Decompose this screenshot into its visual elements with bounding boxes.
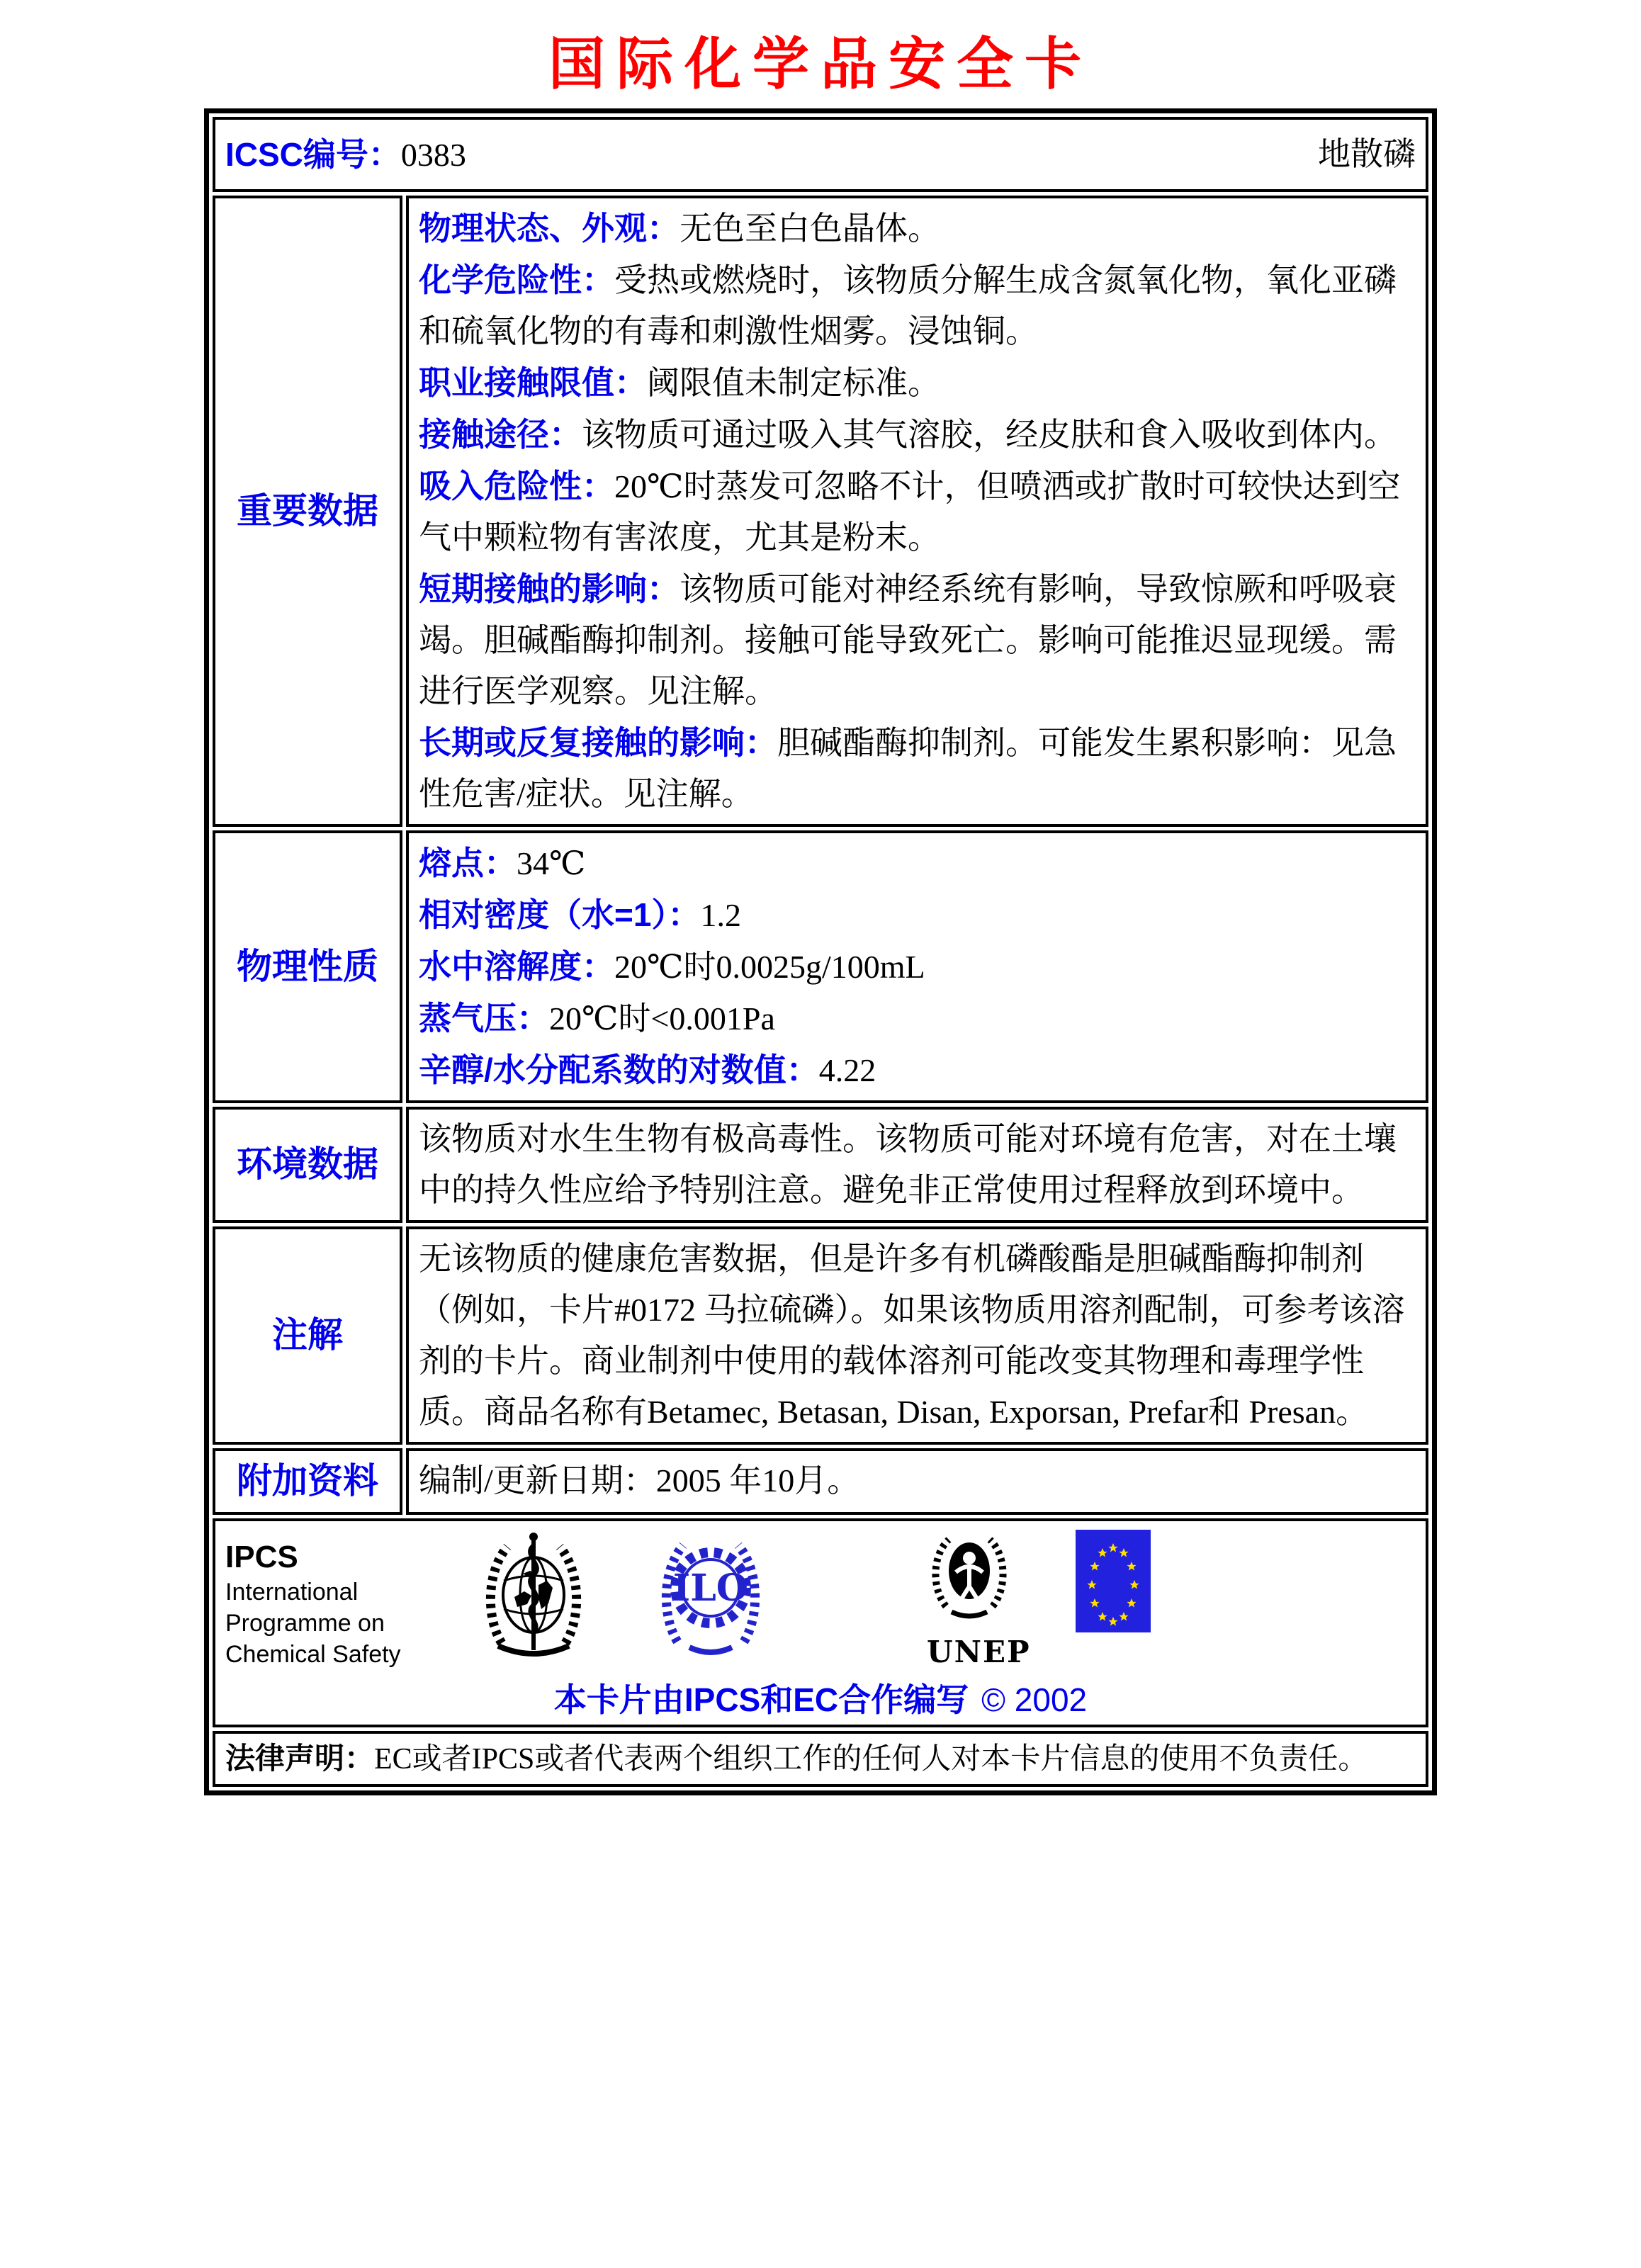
update-date-label: 编制/更新日期：	[419, 1462, 656, 1499]
property-label: 化学危险性：	[419, 261, 614, 298]
property-item	[419, 254, 1416, 357]
property-value: 阈限值未制定标准。	[647, 365, 940, 401]
footer-row	[213, 1518, 1428, 1727]
icsc-number-label: ICSC编号：	[225, 135, 401, 173]
property-value: 该物质可通过吸入其气溶胶，经皮肤和食入吸收到体内。	[582, 417, 1397, 453]
section-row-physical	[213, 830, 1428, 1103]
property-value: 受热或燃烧时，该物质分解生成含氮氧化物，氧化亚磷和硫氧化物的有毒和刺激性烟雾。浸蚀铜。	[419, 262, 1397, 349]
footer-copyright: © 2002	[981, 1681, 1088, 1718]
property-item	[419, 409, 1416, 461]
property-value: 无色至白色晶体。	[679, 210, 940, 247]
section-title-cell-notes	[213, 1226, 402, 1445]
section-body-additional	[406, 1448, 1428, 1515]
environment-text: 该物质对水生生物有极高毒性。该物质可能对环境有危害，对在土壤中的持久性应给予特别注意。避免非正常使用过程释放到环境中。	[419, 1121, 1397, 1208]
property-label: 辛醇/水分配系数的对数值：	[419, 1051, 819, 1088]
property-label: 物理状态、外观：	[419, 210, 679, 247]
property-label: 短期接触的影响：	[419, 570, 679, 607]
property-item	[419, 1044, 1416, 1096]
section-row-important	[213, 196, 1428, 827]
section-title-additional: 附加资料	[237, 1461, 378, 1501]
property-label: 长期或反复接触的影响：	[419, 724, 777, 761]
section-body-environment	[406, 1107, 1428, 1223]
property-value: 该物质可能对神经系统有影响，导致惊厥和呼吸衰竭。胆碱酯酶抑制剂。接触可能导致死亡。影响可能推迟显现缓。需进行医学观察。见注解。	[419, 571, 1397, 709]
legal-row	[213, 1731, 1428, 1787]
legal-label: 法律声明：	[225, 1742, 375, 1775]
section-row-environment	[213, 1107, 1428, 1223]
property-value: 20℃时<0.001Pa	[549, 1000, 775, 1037]
property-item	[419, 461, 1416, 563]
ipcs-line: Chemical Safety	[225, 1641, 401, 1668]
header-cell	[213, 117, 1428, 192]
footer-caption	[225, 1680, 1416, 1720]
ipcs-line: International	[225, 1579, 359, 1606]
property-value: 1.2	[700, 897, 741, 933]
notes-text: 无该物质的健康危害数据，但是许多有机磷酸酯是胆碱酯酶抑制剂（例如，卡片#0172 马拉硫磷）。如果该物质用溶剂配制，可参考该溶剂的卡片。商业制剂中使用的载体溶剂可能改变其物理和毒理学性质。商品名称有Betamec, Betasan, Disan, Exporsan, Prefar和 Presan。	[419, 1241, 1405, 1430]
property-value: 4.22	[818, 1052, 876, 1088]
property-item	[419, 357, 1416, 409]
property-label: 吸入危险性：	[419, 468, 614, 504]
property-label: 接触途径：	[419, 416, 582, 453]
ipcs-line: Programme on	[225, 1610, 385, 1637]
section-title-cell-additional	[213, 1448, 402, 1515]
property-value: 20℃时蒸发可忽略不计，但喷洒或扩散时可较快达到空气中颗粒物有害浓度，尤其是粉末。	[419, 468, 1401, 555]
unep-logo-block	[927, 1530, 1031, 1669]
property-item	[419, 993, 1416, 1044]
svg-text:ILO: ILO	[672, 1567, 749, 1610]
property-value: 胆碱酯酶抑制剂。可能发生累积影响：见急性危害/症状。见注解。	[419, 725, 1397, 812]
header-row	[213, 117, 1428, 192]
section-title-cell-physical	[213, 830, 402, 1103]
section-title-cell-environment	[213, 1107, 402, 1223]
chemical-name: 地散磷	[1318, 136, 1416, 172]
property-label: 蒸气压：	[419, 1000, 549, 1037]
ilo-logo-icon	[658, 1530, 764, 1656]
who-logo-icon	[480, 1530, 587, 1661]
icsc-number-value: 0383	[400, 136, 466, 173]
ipcs-text-block	[225, 1530, 438, 1670]
section-body-important	[406, 196, 1428, 827]
unep-label: UNEP	[927, 1635, 1031, 1669]
section-title-environment: 环境数据	[237, 1144, 378, 1184]
property-label: 水中溶解度：	[419, 948, 614, 985]
section-title-cell-important	[213, 196, 402, 827]
section-title-physical: 物理性质	[237, 946, 378, 986]
legal-cell	[213, 1731, 1428, 1787]
section-title-important: 重要数据	[237, 490, 378, 531]
eu-flag-icon	[1076, 1530, 1151, 1632]
property-item	[419, 837, 1416, 889]
update-date-line	[419, 1455, 1416, 1506]
footer-cell	[213, 1518, 1428, 1727]
footer-caption-text: 本卡片由IPCS和EC合作编写	[553, 1681, 969, 1718]
ipcs-title: IPCS	[225, 1540, 298, 1574]
section-row-additional	[213, 1448, 1428, 1515]
property-label: 职业接触限值：	[419, 364, 647, 401]
property-item	[419, 203, 1416, 254]
unep-logo-icon	[930, 1530, 1008, 1622]
property-item	[419, 889, 1416, 941]
property-value: 20℃时0.0025g/100mL	[614, 949, 925, 985]
property-item	[419, 717, 1416, 820]
section-title-notes: 注解	[272, 1315, 343, 1355]
section-body-notes	[406, 1226, 1428, 1445]
section-body-physical	[406, 830, 1428, 1103]
page-title: 国际化学品安全卡	[548, 30, 1093, 97]
property-label: 相对密度（水=1）：	[419, 896, 701, 933]
icsc-card-table	[204, 108, 1437, 1795]
icsc-number-group	[225, 129, 466, 181]
property-label: 熔点：	[419, 845, 517, 881]
legal-text: EC或者IPCS或者代表两个组织工作的任何人对本卡片信息的使用不负责任。	[374, 1743, 1368, 1776]
section-row-notes	[213, 1226, 1428, 1445]
property-item	[419, 563, 1416, 717]
property-value: 34℃	[517, 845, 586, 881]
update-date-value: 2005 年10月。	[655, 1462, 860, 1499]
property-item	[419, 941, 1416, 993]
